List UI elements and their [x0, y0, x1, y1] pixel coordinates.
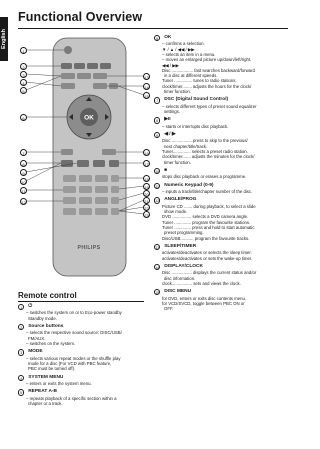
- entry-line: Tuner .............. program the favourite stations.: [162, 219, 251, 225]
- title-divider: [18, 28, 288, 29]
- entry-number: 4: [18, 375, 24, 381]
- entry-line: activates/deactivates or sets the wake-up timer.: [162, 255, 253, 261]
- disc-button: [61, 63, 72, 69]
- entry-number: 15: [155, 291, 160, 296]
- entry-title: SLEEP/TIMER: [164, 243, 197, 249]
- entry-line: clock/timer........ adjusts the hours for the clock/: [162, 83, 252, 89]
- callout-8: 8: [20, 160, 27, 167]
- entry-line: preset programming.: [164, 230, 204, 236]
- entry-line: timer function.: [164, 89, 191, 95]
- remote-heading: Remote control: [18, 291, 77, 300]
- entry-line: Disc ................. displays the current status and/or: [162, 270, 257, 276]
- entry-line: settings.: [164, 109, 181, 115]
- entry-line: in a disc at different speeds.: [164, 73, 218, 79]
- remote-illustration: [16, 35, 154, 285]
- usb-button: [74, 63, 85, 69]
- entry-number: 11: [155, 184, 159, 189]
- callout-1: 1: [20, 47, 27, 54]
- entry-line: ▼ / ▲ / ◀◀ / ▶▶: [162, 46, 195, 52]
- entry-15: [154, 289, 288, 311]
- entry-line: – switches the system on or to Eco-power standby: [26, 310, 122, 316]
- entry-11: [154, 183, 288, 195]
- entry-line: – selects different types of preset sound equalizer: [162, 103, 257, 109]
- entry-number: 8: [154, 117, 160, 123]
- entry-line: show mode.: [164, 209, 188, 215]
- entry-title: ⏻: [28, 304, 32, 309]
- callout-2: 2: [20, 63, 27, 70]
- entry-title: ◀ / ▶: [164, 132, 176, 138]
- callout-7: 7: [20, 149, 27, 156]
- entry-title: MODE: [28, 349, 43, 355]
- entry-line: OFF.: [164, 306, 174, 312]
- callout-23: 23: [144, 212, 149, 218]
- callout-18: 18: [144, 176, 149, 182]
- prev-button: [77, 160, 89, 167]
- entry-line: Tuner .............. press and hold to start automatic: [162, 224, 255, 230]
- aux-button: [100, 63, 111, 69]
- entry-number: 3: [18, 349, 24, 355]
- display-clock-button: [93, 83, 107, 89]
- entry-title: OK: [164, 35, 172, 40]
- play-pause-button: [93, 160, 105, 167]
- entry-line: FM/AUX.: [28, 335, 46, 341]
- callout-13: 13: [144, 74, 149, 80]
- callout-12: 12: [21, 199, 26, 205]
- callout-20: 20: [144, 191, 149, 197]
- page-title: Functional Overview: [18, 10, 143, 24]
- callout-5: 5: [20, 87, 27, 94]
- entry-line: for DVD, enters or exits disc contents menu.: [162, 295, 247, 301]
- callout-19: 19: [144, 184, 149, 190]
- remote-heading-divider: [18, 301, 144, 302]
- entry-line: chapter or a track.: [28, 401, 63, 406]
- entry-6: [154, 35, 288, 94]
- entry-14: [154, 264, 288, 286]
- callout-14: 14: [144, 84, 149, 90]
- entry-line: Disc/USB........... program the favourite tracks.: [162, 235, 250, 241]
- callout-21: 21: [144, 198, 149, 204]
- entry-10: [154, 168, 288, 180]
- entry-line: – repeats playback of a specific section within a: [26, 395, 117, 401]
- entry-line: – selects the respective sound source: DISC/USB/: [26, 330, 122, 336]
- entry-number: 5: [18, 389, 24, 395]
- callout-11: 11: [21, 188, 26, 194]
- entry-title: ■: [164, 167, 168, 173]
- entry-1: [18, 304, 144, 321]
- entry-line: Disc .................. fast searches backward/forward: [162, 67, 255, 73]
- entry-line: – selects various repeat modes or the shuffle play: [26, 355, 121, 361]
- entry-number: 2: [18, 324, 24, 330]
- entry-line: – starts or interrupts disc playback.: [162, 123, 229, 129]
- entry-title: ANGLE/PROG: [164, 197, 197, 203]
- entry-line: clock/timer....... adjusts the minutes for the clock/: [162, 154, 255, 160]
- entry-line: stops disc playback or erases a programme.: [162, 174, 247, 180]
- callout-17: 17: [144, 161, 149, 167]
- entry-12: [154, 197, 288, 240]
- entry-number: 6: [154, 35, 160, 41]
- lang-button: [102, 149, 116, 155]
- entry-title: DSC (Digital Sound Control): [164, 97, 229, 103]
- entry-line: – inputs a track/title/chapter number of the disc.: [162, 189, 253, 195]
- entry-line: Standby mode.: [28, 315, 57, 321]
- entry-line: disc information.: [164, 275, 196, 281]
- entry-line: timer function.: [164, 159, 191, 165]
- brand-logo: PHILIPS: [77, 245, 101, 251]
- entry-title: Numeric Keypad (0-9): [164, 182, 214, 188]
- left-column: [18, 304, 144, 409]
- callout-16: 16: [144, 150, 149, 156]
- right-column: [154, 35, 288, 314]
- callout-10: 10: [21, 179, 26, 185]
- entry-line: next chapter/title/track.: [164, 143, 208, 149]
- entry-line: Disc ................. press to skip to the previous/: [162, 138, 248, 144]
- callout-9: 9: [20, 169, 27, 176]
- entry-13: [154, 244, 288, 261]
- entry-7: [154, 97, 288, 114]
- entry-title: SYSTEM MENU: [28, 374, 64, 380]
- callout-4: 4: [20, 79, 27, 86]
- entry-3: [18, 349, 144, 371]
- entry-title: ▶II: [164, 117, 171, 123]
- callout-15: 15: [144, 93, 149, 99]
- entry-line: mode for a disc (For VCD with PBC feature,: [28, 361, 112, 366]
- entry-title: DISPLAY/CLOCK: [164, 263, 203, 269]
- entry-line: – enters or exits the system menu.: [26, 381, 92, 386]
- language-tab-label: English: [1, 29, 7, 49]
- entry-line: DVD ................ selects a DVD camera angle.: [162, 214, 249, 220]
- entry-2: [18, 324, 144, 346]
- entry-line: – selects an item in a menu.: [162, 52, 216, 57]
- entry-number: 7: [154, 97, 160, 103]
- callout-22: 22: [144, 205, 149, 211]
- callout-3: 3: [20, 71, 27, 78]
- entry-8: [154, 117, 288, 129]
- entry-line: PBC must be turned off).: [28, 366, 76, 372]
- entry-number: 9: [154, 132, 160, 138]
- mode-button: [61, 73, 75, 79]
- entry-line: – switches on the system.: [26, 341, 76, 346]
- repeat-ab-button: [77, 73, 91, 79]
- entry-line: Tuner ............... tunes to radio stations.: [162, 78, 237, 84]
- entry-line: clock................. sets and views the clock.: [162, 280, 241, 286]
- entry-5: [18, 389, 144, 406]
- entry-number: 1: [18, 304, 24, 310]
- entry-4: [18, 375, 144, 387]
- entry-line: ◀◀ / ▶▶: [162, 62, 179, 68]
- stop-button: [61, 160, 73, 167]
- system-menu-button: [61, 83, 75, 89]
- sleep-timer-button: [93, 73, 107, 79]
- entry-title: DISC MENU: [164, 289, 192, 295]
- entry-line: – moves an enlarged picture up/down/left/right.: [162, 57, 252, 63]
- fm-button: [87, 63, 98, 69]
- entry-number: 13: [155, 245, 160, 250]
- entry-line: activates/deactivates or selects the sleep timer.: [162, 250, 252, 256]
- entry-9: [154, 132, 288, 165]
- entry-line: for VCD/SVCD, toggle between PBC ON or: [162, 300, 245, 306]
- next-button: [109, 160, 119, 167]
- remote-drawing: [16, 35, 154, 285]
- entry-line: Picture CD ....... during playback, to select a slide: [162, 203, 256, 209]
- ok-label: OK: [84, 114, 94, 122]
- entry-line: Tuner............... selects a preset radio station.: [162, 149, 248, 155]
- entry-number: 14: [155, 265, 160, 270]
- callout-6: 6: [20, 114, 27, 121]
- dsc-button: [61, 149, 73, 155]
- entry-line: – confirms a selection.: [162, 41, 205, 47]
- entry-number: 12: [155, 199, 160, 204]
- language-tab: [0, 17, 8, 61]
- entry-title: REPEAT A-B: [28, 389, 57, 395]
- entry-title: Source buttons: [28, 324, 64, 329]
- power-button: [64, 46, 72, 54]
- entry-number: 10: [155, 170, 160, 175]
